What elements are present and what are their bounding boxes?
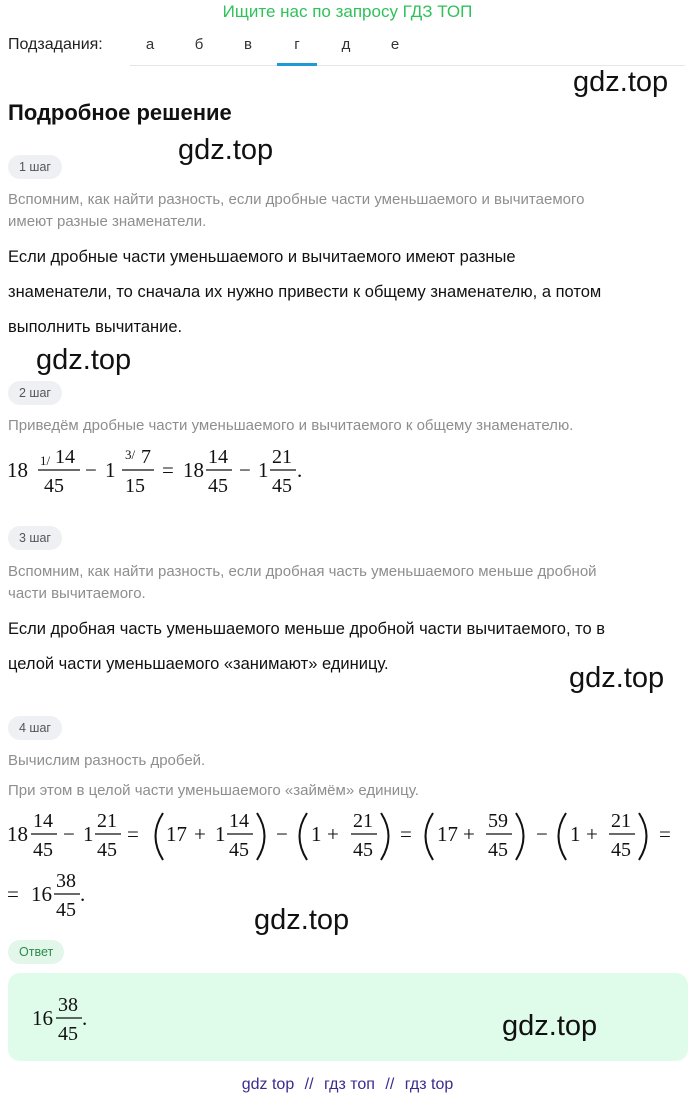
math-numerator: 21 [353,810,373,832]
math-numerator: 21 [611,810,631,832]
math-plus: + [194,822,206,846]
math-whole: 1 [105,458,116,482]
step-1-hint [8,189,584,233]
footer-link[interactable]: гдз топ [324,1076,375,1093]
text-line: целой части уменьшаемого «занимают» единицу. [8,655,389,673]
tab-a[interactable]: а [145,36,155,53]
tab-g[interactable]: г [277,26,317,66]
math-period: . [82,1006,88,1030]
paren-open [559,813,567,860]
watermark: gdz.top [573,66,669,98]
footer-separator: // [304,1076,314,1093]
subtasks-label: Подзадания: [8,36,103,53]
math-denominator: 45 [97,839,117,861]
math-denominator: 45 [229,839,249,861]
tab-d[interactable]: д [341,36,351,53]
step-2-badge: 2 шаг [8,381,62,405]
text-line: выполнить вычитание. [8,318,183,336]
math-denominator: 45 [56,899,76,921]
watermark: gdz.top [502,1010,598,1042]
watermark: gdz.top [254,904,350,936]
math-denominator: 15 [125,475,145,497]
math-numerator: 38 [56,870,76,892]
math-numerator: 59 [488,810,508,832]
math-equals: = [127,822,139,846]
footer-links [0,1076,695,1094]
math-numerator: 21 [97,810,117,832]
math-plus: + [586,822,598,846]
math-denominator: 45 [488,839,508,861]
math-denominator: 45 [44,475,64,497]
math-whole: 1 [570,822,581,846]
math-plus: + [463,822,475,846]
hint-line: Вспомним, как найти разность, если дробная часть уменьшаемого меньше дробной [8,563,597,580]
math-denominator: 45 [272,475,292,497]
answer-formula [28,987,118,1047]
math-factor: 3/ [125,447,136,462]
math-whole: 16 [32,1006,53,1030]
step-1-badge: 1 шаг [8,155,62,179]
watermark: gdz.top [36,344,132,376]
math-numerator: 7 [141,446,151,468]
text-line: Если дробная часть уменьшаемого меньше дробной части вычитаемого, то в [8,620,606,638]
paren-close [639,813,647,860]
math-minus: − [239,458,251,482]
math-whole: 1 [83,822,94,846]
math-factor: 1/ [40,453,51,468]
step-3-hint [8,561,597,605]
math-numerator: 14 [55,446,75,468]
step-4-badge: 4 шаг [8,716,62,740]
math-numerator: 21 [272,446,292,468]
math-whole: 16 [31,882,52,906]
math-equals: = [162,458,174,482]
tab-e[interactable]: е [390,36,400,53]
math-equals: = [659,822,671,846]
math-numerator: 14 [33,810,53,832]
footer-link[interactable]: gdz top [241,1076,295,1093]
math-period: . [80,882,86,906]
math-minus: − [85,458,97,482]
math-whole: 18 [183,458,204,482]
math-period: . [297,458,303,482]
promo-banner[interactable]: Ищите нас по запросу ГДЗ ТОП [222,2,473,21]
math-numerator: 14 [229,810,249,832]
paren-open [156,813,164,860]
step-4-hint-1: Вычислим разность дробей. [8,752,206,769]
math-denominator: 45 [58,1023,78,1045]
watermark: gdz.top [569,662,665,694]
step-1-text [8,240,601,345]
subtask-tabs [130,26,685,66]
hint-line: имеют разные знаменатели. [8,213,207,230]
math-plus: + [327,822,339,846]
math-whole: 1 [258,458,269,482]
math-denominator: 45 [33,839,53,861]
math-numerator: 14 [208,446,228,468]
footer-link[interactable]: гдз top [404,1076,454,1093]
step-2-hint: Приведём дробные части уменьшаемого и вычитаемого к общему знаменателю. [8,417,574,434]
math-minus: − [63,822,75,846]
text-line: Если дробные части уменьшаемого и вычитаемого имеют разные [8,248,516,266]
hint-line: части вычитаемого. [8,585,146,602]
math-minus: − [536,822,548,846]
math-whole: 18 [7,822,28,846]
math-denominator: 45 [611,839,631,861]
math-whole: 17 [166,822,187,846]
hint-line: Вспомним, как найти разность, если дробные части уменьшаемого и вычитаемого [8,191,585,208]
math-whole: 17 [437,822,458,846]
math-whole: 1 [215,822,226,846]
paren-open [426,813,434,860]
math-equals: = [400,822,412,846]
step-3-badge: 3 шаг [8,526,62,550]
math-denominator: 45 [208,475,228,497]
text-line: знаменатели, то сначала их нужно привести к общему знаменателю, а потом [8,283,602,301]
paren-open [300,813,308,860]
answer-badge: Ответ [8,940,64,964]
step-2-formula [0,440,340,500]
math-minus: − [276,822,288,846]
paren-close [257,813,265,860]
section-title: Подробное решение [8,100,232,125]
math-whole: 1 [311,822,322,846]
math-numerator: 38 [58,994,78,1016]
tab-b[interactable]: б [194,36,204,53]
math-denominator: 45 [353,839,373,861]
math-whole: 18 [7,458,28,482]
step-4-hint-2: При этом в целой части уменьшаемого «займём» единицу. [8,782,419,799]
footer-separator: // [385,1076,395,1093]
paren-close [516,813,524,860]
tab-v[interactable]: в [244,36,252,53]
paren-close [381,813,389,860]
math-equals: = [7,882,19,906]
watermark: gdz.top [178,134,274,166]
step-3-text [8,612,605,682]
